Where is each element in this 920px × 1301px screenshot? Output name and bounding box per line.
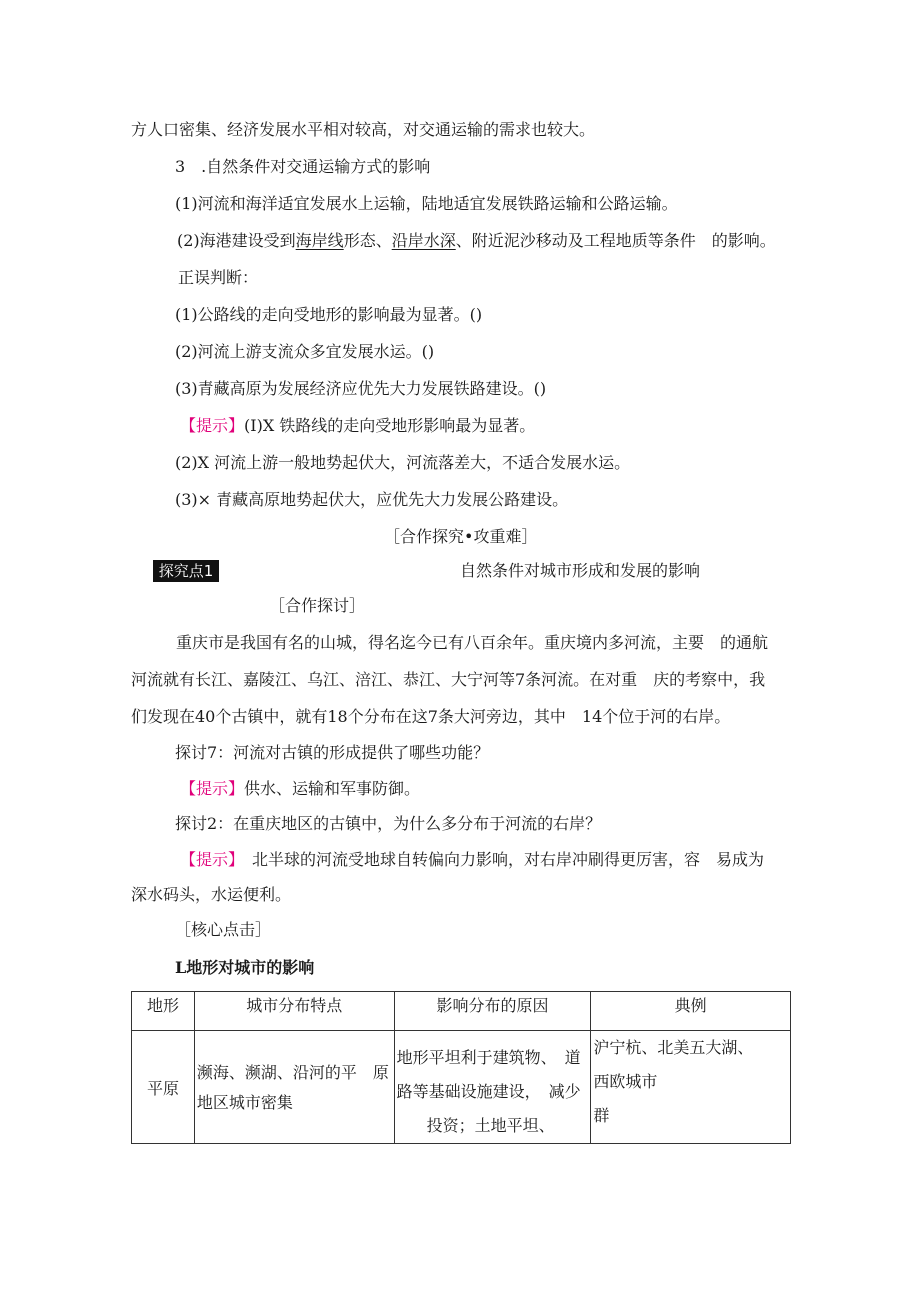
- paragraph-line-1: 重庆市是我国有名的山城，得名迄今已有八百余年。重庆境内多河流，主要 的通航: [176, 633, 769, 652]
- answer-q2-text: 北半球的河流受地球自转偏向力影响，对右岸冲刷得更厉害，容 易成为: [236, 850, 765, 869]
- item-2-part-e: 、附近泥沙移动及工程地质等条件 的影响。: [455, 231, 776, 250]
- underlined-water-depth: 沿岸水深: [391, 231, 456, 250]
- paragraph-line-3: 们发现在40个古镇中，就有18个分布在这7条大河旁边，其中 14个位于河的右岸。: [131, 707, 731, 726]
- answer-1: [180, 416, 535, 436]
- hint-label: 【提示】: [180, 779, 245, 798]
- section-3-heading: 3 .自然条件对交通运输方式的影响: [175, 157, 431, 176]
- judgement-1: (1)公路线的走向受地形的影响最为显著。(): [175, 305, 483, 324]
- distribution-line-1: 濒海、濒湖、沿河的平 原: [196, 1063, 389, 1082]
- judgement-2: (2)河流上游支流众多宜发展水运。(): [175, 342, 435, 361]
- topic-title: 自然条件对城市形成和发展的影响: [460, 561, 701, 580]
- item-2-port-construction: [177, 231, 776, 251]
- answer-2: (2)X 河流上游一般地势起伏大，河流落差大，不适合发展水运。: [175, 453, 631, 472]
- reason-line-2: 路等基础设施建设， 减少: [396, 1082, 581, 1101]
- answer-q2: [180, 850, 764, 870]
- reason-line-1: 地形平坦利于建筑物、 道: [396, 1048, 581, 1067]
- hint-label: 【提示】: [180, 850, 237, 869]
- item-2-part-a: (2)海港建设受到: [177, 231, 296, 250]
- header-example: 典例: [591, 992, 791, 1031]
- explore-point-badge: 探究点1: [153, 560, 219, 582]
- cell-terrain: [132, 1031, 195, 1144]
- terrain-plain: 平原: [146, 1078, 179, 1098]
- distribution-line-2: 地区城市密集: [196, 1093, 293, 1112]
- item-2-part-c: 形态、: [343, 231, 392, 250]
- cooperative-discussion-label: ［合作探讨］: [269, 596, 366, 615]
- table-row: [132, 1031, 791, 1144]
- paragraph-line-2: 河流就有长江、嘉陵江、乌江、涪江、恭江、大宁河等7条河流。在对重 庆的考察中，我: [131, 670, 766, 689]
- section-title: ［合作探究•攻重难］: [384, 527, 538, 546]
- text-line-1: 方人口密集、经济发展水平相对较高，对交通运输的需求也较大。: [131, 120, 596, 139]
- item-1-water-transport: (1)河流和海洋适宜发展水上运输，陆地适宜发展铁路运输和公路运输。: [175, 194, 678, 213]
- answer-q1: [180, 779, 420, 799]
- example-line-2: 西欧城市: [593, 1072, 658, 1091]
- true-false-label: 正误判断：: [178, 268, 259, 287]
- example-line-3: 群: [593, 1106, 610, 1125]
- question-2: 探讨2：在重庆地区的古镇中，为什么多分布于河流的右岸？: [175, 814, 602, 833]
- cell-reason: [394, 1031, 591, 1144]
- underlined-coastline: 海岸线: [295, 231, 344, 250]
- judgement-3: (3)青藏高原为发展经济应优先大力发展铁路建设。(): [175, 379, 547, 398]
- cell-distribution: [194, 1031, 394, 1144]
- example-line-1: 沪宁杭、北美五大湖、: [593, 1038, 754, 1057]
- answer-3: (3)× 青藏高原地势起伏大，应优先大力发展公路建设。: [175, 490, 569, 509]
- header-reason: 影响分布的原因: [394, 992, 591, 1031]
- terrain-heading: L地形对城市的影响: [175, 958, 315, 977]
- answer-1-text: (I)X 铁路线的走向受地形影响最为显著。: [244, 416, 536, 435]
- cell-example: [591, 1031, 791, 1144]
- header-terrain: 地形: [132, 992, 195, 1031]
- table-header-row: [132, 992, 791, 1031]
- core-points-label: ［核心点击］: [175, 920, 272, 939]
- header-distribution: 城市分布特点: [194, 992, 394, 1031]
- reason-line-3: 投资；土地平坦、: [426, 1116, 555, 1135]
- answer-q2-continued: 深水码头，水运便利。: [131, 885, 292, 904]
- answer-q1-text: 供水、运输和军事防御。: [244, 779, 421, 798]
- hint-label: 【提示】: [180, 416, 245, 435]
- question-1: 探讨7：河流对古镇的形成提供了哪些功能？: [175, 743, 490, 762]
- terrain-table: [131, 991, 791, 1144]
